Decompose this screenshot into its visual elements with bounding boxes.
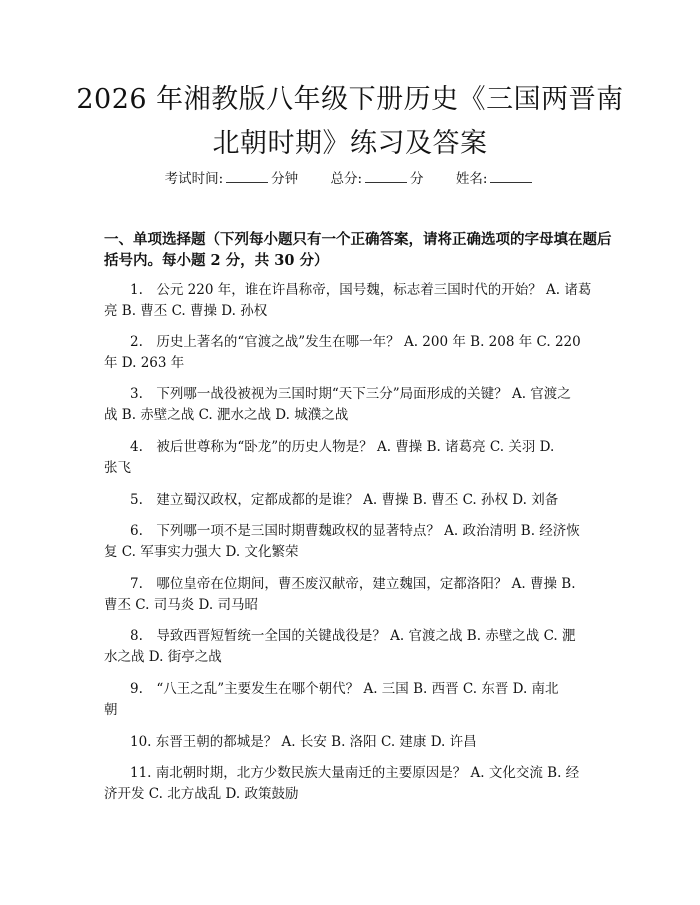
document-title [60, 78, 640, 166]
question-line-1: 6. 下列哪一项不是三国时期曹魏政权的显著特点？ A. 政治清明 B. 经济恢 [130, 523, 580, 539]
section-heading [104, 229, 612, 271]
question-5 [104, 490, 604, 511]
question-6 [104, 521, 604, 563]
score-unit: 分 [410, 171, 424, 187]
question-line-2: 水之战 D. 街亭之战 [104, 649, 222, 665]
question-2 [104, 332, 604, 374]
question-line-1: 11. 南北朝时期，北方少数民族大量南迁的主要原因是？ A. 文化交流 B. 经 [130, 765, 580, 781]
question-4 [104, 437, 604, 479]
question-11 [104, 763, 604, 805]
question-line-2: 年 D. 263 年 [104, 355, 185, 371]
time-unit: 分钟 [271, 171, 299, 187]
section-heading-line-2: 括号内。每小题 2 分，共 30 分） [104, 252, 329, 269]
question-line-1: 8. 导致西晋短暂统一全国的关键战役是？ A. 官渡之战 B. 赤壁之战 C. 淝 [130, 628, 576, 644]
question-10 [104, 732, 604, 753]
title-line-1: 2026 年湘教版八年级下册历史《三国两晋南 [76, 84, 624, 115]
question-8 [104, 626, 604, 668]
question-line-1: 7. 哪位皇帝在位期间，曹丕废汉献帝，建立魏国，定都洛阳？ A. 曹操 B. [130, 576, 576, 592]
question-line-1: 5. 建立蜀汉政权，定都成都的是谁？ A. 曹操 B. 曹丕 C. 孙权 D. 刘备 [130, 492, 559, 508]
question-line-1: 3. 下列哪一战役被视为三国时期“天下三分”局面形成的关键？ A. 官渡之 [130, 386, 571, 402]
question-line-1: 4. 被后世尊称为“卧龙”的历史人物是？ A. 曹操 B. 诸葛亮 C. 关羽 D. [130, 439, 555, 455]
question-1 [104, 280, 604, 322]
title-line-2: 北朝时期》练习及答案 [212, 128, 488, 159]
question-9 [104, 679, 604, 721]
question-line-1: 10. 东晋王朝的都城是？ A. 长安 B. 洛阳 C. 建康 D. 许昌 [130, 734, 477, 750]
question-line-2: 战 B. 赤壁之战 C. 淝水之战 D. 城濮之战 [104, 407, 349, 423]
question-3 [104, 384, 604, 426]
question-line-2: 济开发 C. 北方战乱 D. 政策鼓励 [104, 786, 299, 802]
question-line-1: 2. 历史上著名的“官渡之战”发生在哪一年？ A. 200 年 B. 208 年 C. 220 [130, 334, 581, 350]
name-label: 姓名: [455, 171, 488, 187]
question-7 [104, 574, 604, 616]
question-line-2: 曹丕 C. 司马炎 D. 司马昭 [104, 597, 258, 613]
exam-score [330, 171, 423, 187]
question-line-1: 1. 公元 220 年，谁在许昌称帝，国号魏，标志着三国时代的开始？ A. 诸葛 [130, 282, 592, 298]
score-blank[interactable] [365, 170, 407, 183]
question-line-2: 张飞 [104, 460, 131, 476]
time-label: 考试时间: [164, 171, 224, 187]
exam-name [456, 171, 536, 187]
exam-time [165, 171, 299, 187]
question-line-2: 复 C. 军事实力强大 D. 文化繁荣 [104, 544, 299, 560]
time-blank[interactable] [226, 170, 268, 183]
name-blank[interactable] [490, 170, 532, 183]
question-line-2: 朝 [104, 702, 118, 718]
score-label: 总分: [330, 171, 363, 187]
exam-meta [0, 167, 700, 187]
question-line-2: 亮 B. 曹丕 C. 曹操 D. 孙权 [104, 303, 268, 319]
section-heading-line-1: 一、单项选择题（下列每小题只有一个正确答案，请将正确选项的字母填在题后 [104, 231, 612, 248]
question-line-1: 9. “八王之乱”主要发生在哪个朝代？ A. 三国 B. 西晋 C. 东晋 D. 南北 [130, 681, 559, 697]
